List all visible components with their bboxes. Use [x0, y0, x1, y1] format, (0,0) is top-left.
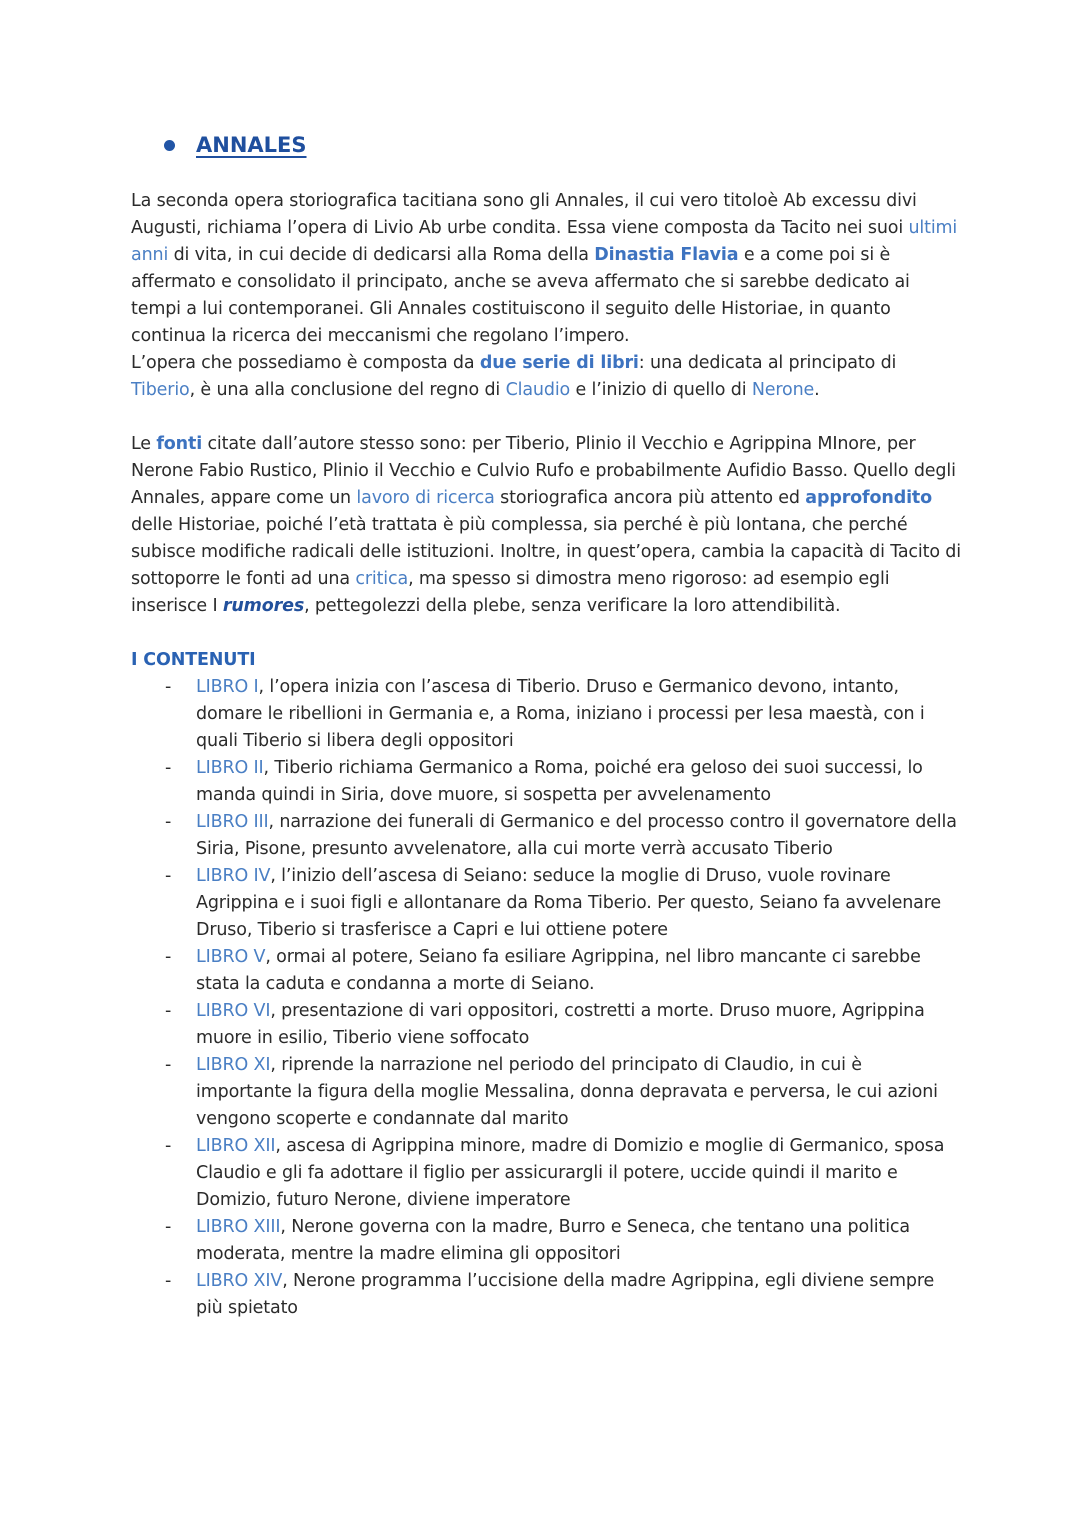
text-run: delle Historiae, poiché l’età trattata è più complessa, sia perché è più lontana, che perché subisce modifiche radicali delle istituzioni. Inoltre, in quest’opera, cambia la capacità di Tacito di sottoporre le fonti ad una	[131, 515, 961, 589]
book-description: , riprende la narrazione nel periodo del principato di Claudio, in cui è importante la figura della moglie Messalina, donna depravata e perversa, le cui azioni vengono scoperte e condannate dal marito	[196, 1055, 938, 1129]
list-item	[131, 1052, 961, 1133]
highlight-critica: critica	[355, 569, 409, 589]
book-description: , l’opera inizia con l’ascesa di Tiberio. Druso e Germanico devono, intanto, domare le ribellioni in Germania e, a Roma, iniziano i processi per lesa maestà, con i quali Tiberio si libera degli oppositori	[196, 677, 925, 751]
text-run: di vita, in cui decide di dedicarsi alla Roma della	[168, 245, 595, 265]
text-run: , ma spesso si dimostra meno rigoroso: ad esempio egli inserisce I	[131, 569, 890, 616]
list-item	[131, 674, 961, 755]
text-run: , pettegolezzi della plebe, senza verificare la loro attendibilità.	[304, 596, 841, 616]
books-list	[131, 674, 961, 1322]
section-heading	[164, 128, 307, 162]
book-description: , Nerone governa con la madre, Burro e Seneca, che tentano una politica moderata, mentre la madre elimina gli oppositori	[196, 1217, 910, 1264]
book-label: LIBRO XIV	[196, 1271, 283, 1291]
list-item	[131, 1133, 961, 1214]
book-description: , Nerone programma l’uccisione della madre Agrippina, egli diviene sempre più spietato	[196, 1271, 935, 1318]
highlight-fonti: fonti	[156, 434, 203, 454]
book-description: , l’inizio dell’ascesa di Seiano: seduce la moglie di Druso, vuole rovinare Agrippina e i suoi figli e allontanare da Roma Tiberio. Per questo, Seiano fa avvelenare Druso, Tiberio si trasferisce a Capri e lui ottiene potere	[196, 866, 942, 940]
book-label: LIBRO XIII	[196, 1217, 281, 1237]
highlight-claudio: Claudio	[505, 380, 571, 400]
document-body	[131, 188, 961, 1322]
highlight-nerone: Nerone	[751, 380, 815, 400]
book-description: , ormai al potere, Seiano fa esiliare Agrippina, nel libro mancante ci sarebbe stata la caduta e condanna a morte di Seiano.	[196, 947, 921, 994]
text-run: : una dedicata al principato di	[638, 353, 897, 373]
book-description: , ascesa di Agrippina minore, madre di Domizio e moglie di Germanico, sposa Claudio e gli fa adottare il figlio per assicurargli il potere, uccide quindi il marito e Domizio, futuro Nerone, diviene imperatore	[196, 1136, 945, 1210]
text-run: L’opera che possediamo è composta da	[131, 353, 480, 373]
sources-paragraph	[131, 431, 961, 620]
book-description: , Tiberio richiama Germanico a Roma, poiché era geloso dei suoi successi, lo manda quindi in Siria, dove muore, si sospetta per avvelenamento	[196, 758, 923, 805]
book-label: LIBRO I	[196, 677, 259, 697]
text-run: citate dall’autore stesso sono: per Tiberio, Plinio il Vecchio e Agrippina MInore, per Nerone Fabio Rustico, Plinio il Vecchio e Culvio Rufo e probabilmente Aufidio Basso. Quello degli Annales, appare come un	[131, 434, 956, 508]
highlight-tiberio: Tiberio	[131, 380, 190, 400]
highlight-rumores: rumores	[222, 596, 305, 616]
book-label: LIBRO II	[196, 758, 264, 778]
book-label: LIBRO V	[196, 947, 266, 967]
book-label: LIBRO XII	[196, 1136, 276, 1156]
text-run: storiografica ancora più attento ed	[494, 488, 806, 508]
list-item	[131, 755, 961, 809]
book-label: LIBRO III	[196, 812, 269, 832]
highlight-approfondito: approfondito	[805, 488, 933, 508]
list-item	[131, 944, 961, 998]
highlight-due-serie: due serie di libri	[479, 353, 639, 373]
bullet-icon	[164, 140, 175, 151]
list-item	[131, 809, 961, 863]
contents-heading: I CONTENUTI	[131, 650, 256, 670]
book-label: LIBRO VI	[196, 1001, 271, 1021]
highlight-ultimi-anni: ultimi anni	[131, 218, 958, 265]
book-description: , narrazione dei funerali di Germanico e del processo contro il governatore della Siria, Pisone, presunto avvelenatore, alla cui morte verrà accusato Tiberio	[196, 812, 957, 859]
text-run: La seconda opera storiografica tacitiana sono gli Annales, il cui vero titoloè Ab excessu divi Augusti, richiama l’opera di Livio Ab urbe condita. Essa viene composta da Tacito nei suoi	[131, 191, 917, 238]
book-label: LIBRO XI	[196, 1055, 271, 1075]
list-item	[131, 1268, 961, 1322]
list-item	[131, 998, 961, 1052]
text-run: .	[814, 380, 820, 400]
highlight-lavoro-ricerca: lavoro di ricerca	[356, 488, 495, 508]
intro-paragraph	[131, 188, 961, 404]
list-item	[131, 1214, 961, 1268]
list-item	[131, 863, 961, 944]
text-run: , è una alla conclusione del regno di	[189, 380, 506, 400]
highlight-dinastia-flavia: Dinastia Flavia	[594, 245, 739, 265]
text-run: e a come poi si è affermato e consolidato il principato, anche se aveva affermato che si sarebbe dedicato ai tempi a lui contemporanei. Gli Annales costituiscono il seguito delle Historiae, in quanto continua la ricerca dei meccanismi che regolano l’impero.	[131, 245, 910, 346]
book-label: LIBRO IV	[196, 866, 271, 886]
text-run: e l’inizio di quello di	[570, 380, 752, 400]
text-run: Le	[131, 434, 157, 454]
book-description: , presentazione di vari oppositori, costretti a morte. Druso muore, Agrippina muore in esilio, Tiberio viene soffocato	[196, 1001, 925, 1048]
section-title: ANNALES	[196, 133, 307, 157]
